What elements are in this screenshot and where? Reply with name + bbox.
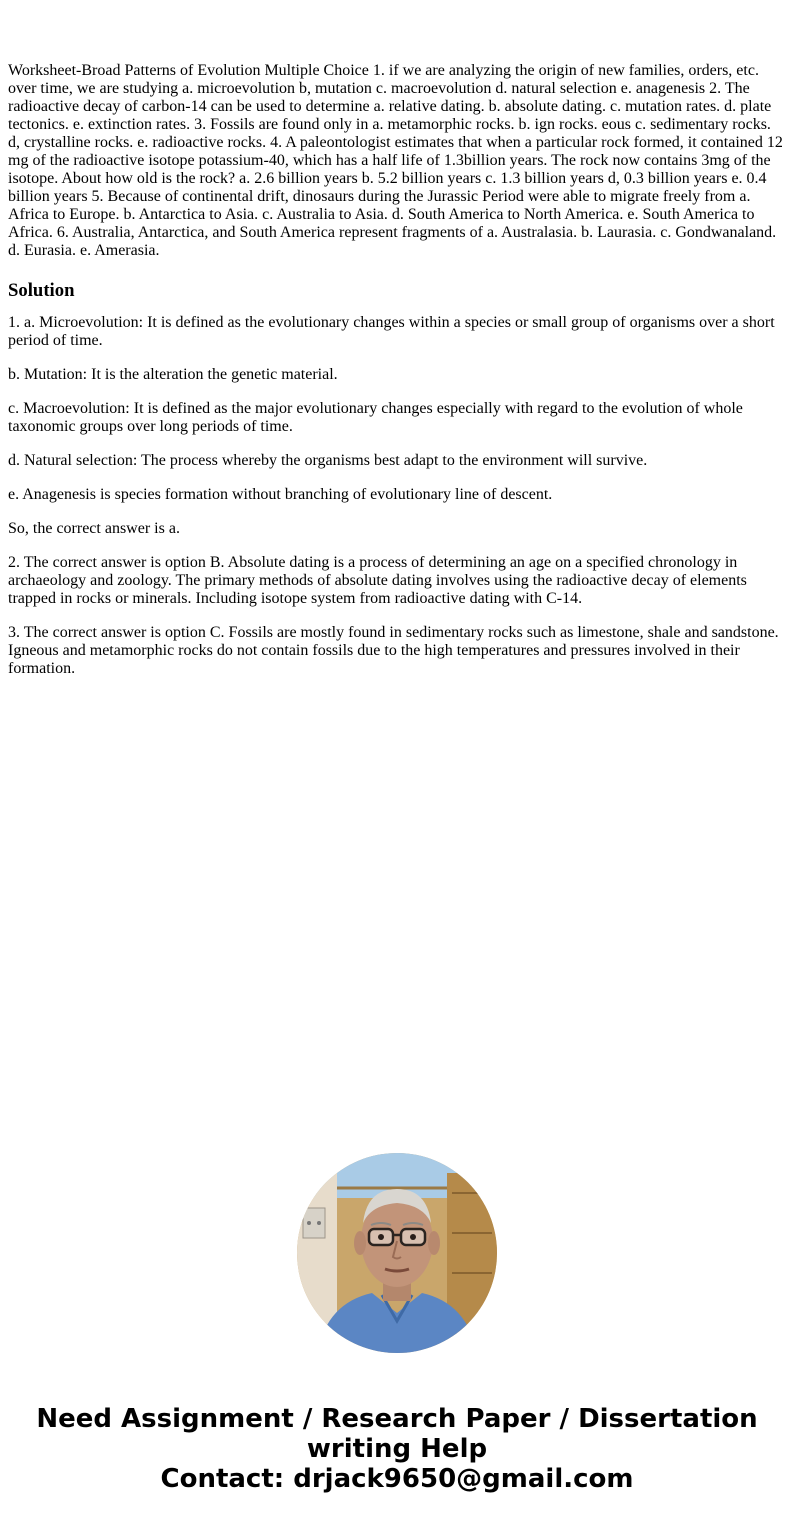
solution-paragraph: d. Natural selection: The process whereby the organisms best adapt to the environment will survive.: [8, 452, 648, 469]
promo-contact: Contact: drjack9650@gmail.com: [160, 1464, 634, 1494]
promo-banner: [0, 1404, 794, 1494]
solution-paragraph: b. Mutation: It is the alteration the genetic material.: [8, 366, 338, 383]
solution-paragraph: So, the correct answer is a.: [8, 520, 180, 537]
promo-line: writing Help: [306, 1434, 488, 1464]
solution-paragraph: 2. The correct answer is option B. Absolute dating is a process of determining an age on a specified chronology in archaeology and zoology. The primary methods of absolute dating involves using the radioactive decay of elements trapped in rocks or minerals. Including isotope system from radioactive dating with C-14.: [8, 554, 747, 607]
tutor-portrait-icon: [297, 1153, 497, 1353]
solution-paragraph: 1. a. Microevolution: It is defined as the evolutionary changes within a species or small group of organisms over a short period of time.: [8, 314, 775, 349]
question-text: Worksheet-Broad Patterns of Evolution Multiple Choice 1. if we are analyzing the origin of new families, orders, etc. over time, we are studying a. microevolution b, mutation c. macroevolution d. natural selection e. anagenesis 2. The radioactive decay of carbon-14 can be used to determine a. relative dating. b. absolute dating. c. mutation rates. d. plate tectonics. e. extinction rates. 3. Fossils are found only in a. metamorphic rocks. b. ign rocks. eous c. sedimentary rocks. d, crystalline rocks. e. radioactive rocks. 4. A paleontologist estimates that when a particular rock formed, it contained 12 mg of the radioactive isotope potassium-40, which has a half life of 1.3billion years. The rock now contains 3mg of the isotope. About how old is the rock? a. 2.6 billion years b. 5.2 billion years c. 1.3 billion years d, 0.3 billion years e. 0.4 billion years 5. Because of continental drift, dinosaurs during the Jurassic Period were able to migrate freely from a. Africa to Europe. b. Antarctica to Asia. c. Australia to Asia. d. South America to North America. e. South America to Africa. 6. Australia, Antarctica, and South America represent fragments of a. Australasia. b. Laurasia. c. Gondwanaland. d. Eurasia. e. Amerasia.: [8, 62, 783, 259]
tutor-avatar: [297, 1153, 497, 1353]
solution-paragraph: 3. The correct answer is option C. Fossils are mostly found in sedimentary rocks such as limestone, shale and sandstone. Igneous and metamorphic rocks do not contain fossils due to the high temperatures and pressures involved in their formation.: [8, 624, 779, 677]
solution-paragraph: c. Macroevolution: It is defined as the major evolutionary changes especially with regard to the evolution of whole taxonomic groups over long periods of time.: [8, 400, 743, 435]
solution-heading: Solution: [8, 280, 75, 301]
solution-paragraph: e. Anagenesis is species formation without branching of evolutionary line of descent.: [8, 486, 553, 503]
promo-line: Need Assignment / Research Paper / Dissertation: [36, 1404, 758, 1434]
document-body: [8, 62, 786, 694]
